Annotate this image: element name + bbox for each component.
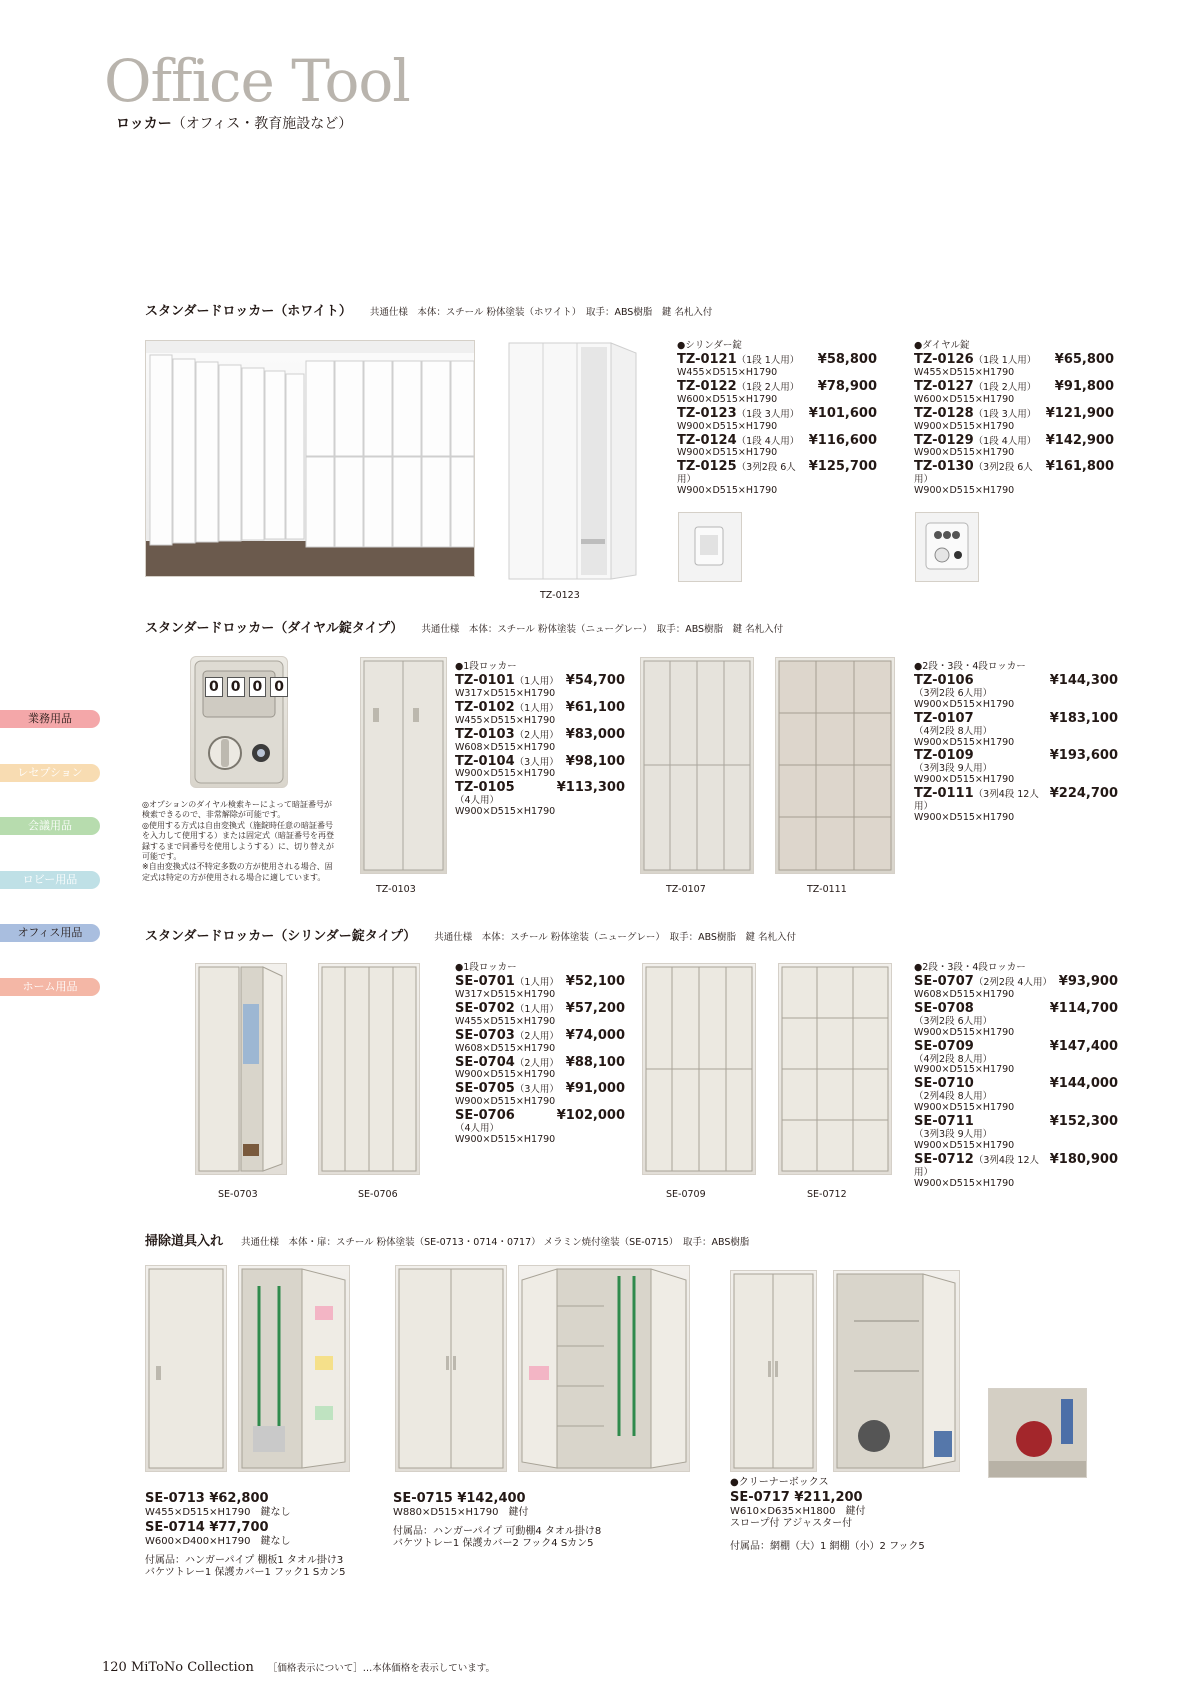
product-price: ¥121,900	[1045, 405, 1114, 421]
product-dimensions: W900×D515×H1790	[677, 447, 778, 459]
cylinder-single-list	[455, 963, 625, 1147]
product-dimensions: W600×D515×H1790	[914, 393, 1015, 405]
product-note: （1段 2人用）	[973, 381, 1037, 393]
section-cylinder-title: スタンダードロッカー（シリンダー錠タイプ）	[145, 929, 417, 944]
list-head: ●ダイヤル錠	[914, 340, 970, 351]
product-note: （2人用）	[514, 1057, 559, 1069]
dial-lock-closeup-photo	[190, 656, 288, 788]
product-code: SE-0711	[914, 1114, 974, 1130]
se-0715-dimensions: W880×D515×H1790 鍵付	[393, 1507, 529, 1519]
product-note: （1段 4人用）	[736, 435, 800, 447]
product-dimensions: W455×D515×H1790	[455, 1015, 556, 1027]
product-price: ¥116,600	[808, 432, 877, 448]
product-code: SE-0703	[455, 1027, 515, 1043]
se-0709-photo	[642, 963, 756, 1175]
se-0706-photo	[318, 963, 420, 1175]
product-note: （3列3段 9人用）	[914, 1129, 993, 1141]
product-code: SE-0701	[455, 973, 515, 989]
se-0713-dimensions: W455×D515×H1790 鍵なし	[145, 1507, 291, 1519]
product-note: （2列4段 8人用）	[914, 1091, 993, 1103]
white-locker-room-photo	[145, 340, 475, 577]
product-code: TZ-0111	[914, 786, 974, 802]
se-0713-open-photo	[238, 1265, 350, 1472]
accessories-line: バケツトレー1 保護カバー2 フック4 Sカン5	[393, 1538, 594, 1550]
product-price: ¥161,800	[1045, 459, 1114, 475]
product-dimensions: W900×D515×H1790	[914, 1102, 1015, 1114]
product-price: ¥91,800	[1054, 378, 1114, 394]
product-item	[914, 749, 1118, 786]
product-price: ¥114,700	[1049, 1000, 1118, 1016]
product-item	[455, 1029, 625, 1055]
product-code: TZ-0126	[914, 351, 974, 367]
tab-home[interactable]: ホーム用品	[0, 978, 100, 996]
brand-title: Office Tool	[104, 47, 410, 115]
white-cylinder-list	[677, 341, 877, 498]
product-code: TZ-0122	[677, 378, 737, 394]
price-note: ［価格表示について］…本体価格を表示しています。	[267, 1663, 495, 1674]
product-note: （1段 3人用）	[736, 408, 800, 420]
se-0714-dimensions: W600×D400×H1790 鍵なし	[145, 1536, 291, 1547]
product-item	[914, 1002, 1118, 1039]
product-price: ¥91,000	[565, 1081, 625, 1097]
tab-lobby[interactable]: ロビー用品	[0, 871, 100, 889]
se-0713-price: SE-0713 ¥62,800	[145, 1491, 269, 1506]
dial-multi-list	[914, 662, 1118, 825]
product-dimensions: W900×D515×H1790	[677, 420, 778, 432]
product-price: ¥74,000	[565, 1027, 625, 1043]
section-title-cleaning	[145, 1230, 749, 1249]
cleaner-box-head: ●クリーナーボックス	[730, 1477, 829, 1488]
se-0713-closed-photo	[145, 1265, 227, 1472]
product-dimensions: W900×D515×H1790	[914, 1064, 1015, 1076]
product-price: ¥152,300	[1049, 1114, 1118, 1130]
accessories-line: バケツトレー1 保護カバー1 フック1 Sカン5	[145, 1567, 346, 1578]
product-price: ¥193,600	[1049, 748, 1118, 764]
product-dimensions: W900×D515×H1790	[455, 1134, 556, 1146]
tab-office[interactable]: オフィス用品	[0, 924, 100, 942]
product-note: （1人用）	[514, 675, 559, 687]
product-price: ¥83,000	[565, 726, 625, 742]
dial-digits	[205, 677, 288, 697]
product-price: ¥78,900	[817, 378, 877, 394]
product-code: TZ-0123	[677, 405, 737, 421]
list-head: ●1段ロッカー	[455, 962, 517, 973]
product-item	[914, 434, 1114, 460]
product-dimensions: W900×D515×H1790	[455, 806, 556, 818]
product-item	[677, 407, 877, 433]
product-dimensions: W317×D515×H1790	[455, 687, 556, 699]
accessories-line: 付属品：ハンガーパイプ 棚板1 タオル掛け3	[145, 1554, 344, 1566]
product-code: SE-0712	[914, 1151, 974, 1167]
product-item	[914, 1115, 1118, 1152]
product-note: （4列2段 8人用）	[914, 1053, 993, 1065]
product-item	[455, 728, 625, 754]
tab-meeting[interactable]: 会議用品	[0, 817, 100, 835]
product-item	[914, 460, 1114, 497]
product-note: （4人用）	[455, 795, 500, 807]
caption-se-0703: SE-0703	[218, 1189, 258, 1200]
product-note: （3列2段 6人用）	[914, 1015, 993, 1027]
product-note: （1人用）	[514, 702, 559, 714]
product-dimensions: W900×D515×H1790	[914, 485, 1015, 497]
product-code: TZ-0104	[455, 753, 515, 769]
product-note: （1段 2人用）	[736, 381, 800, 393]
product-code: SE-0707	[914, 973, 974, 989]
product-dimensions: W900×D515×H1790	[914, 774, 1015, 786]
product-price: ¥224,700	[1049, 786, 1118, 802]
se-0717-dimensions: W610×D635×H1800 鍵付	[730, 1505, 866, 1517]
product-price: ¥93,900	[1058, 973, 1118, 989]
product-code: SE-0706	[455, 1108, 515, 1124]
dial-notes	[142, 800, 334, 883]
se-0717-price: SE-0717 ¥211,200	[730, 1489, 863, 1505]
page-footer	[102, 1660, 495, 1675]
caption-se-0706: SE-0706	[358, 1189, 398, 1200]
product-note: （4列2段 8人用）	[914, 725, 993, 737]
cylinder-multi-list	[914, 963, 1118, 1191]
product-note: （2列2段 4人用）	[973, 976, 1052, 988]
product-note: （2人用）	[514, 729, 559, 741]
product-dimensions: W900×D515×H1790	[455, 1069, 556, 1081]
product-note: （1段 4人用）	[973, 435, 1037, 447]
se-0715-open-photo	[518, 1265, 690, 1472]
product-price: ¥147,400	[1049, 1038, 1118, 1054]
product-dimensions: W600×D515×H1790	[677, 393, 778, 405]
product-dimensions: W608×D515×H1790	[455, 741, 556, 753]
product-price: ¥180,900	[1049, 1151, 1118, 1167]
product-code: TZ-0101	[455, 672, 515, 688]
product-code: TZ-0125	[677, 459, 737, 475]
tz-0107-photo	[640, 657, 754, 874]
subtitle-main: ロッカー	[116, 116, 172, 132]
product-dimensions: W455×D515×H1790	[677, 366, 778, 378]
section-cleaning-spec: 共通仕様 本体・扉：スチール 粉体塗装（SE-0713・0714・0717） メラミン焼付塗装（SE-0715） 取手：ABS樹脂	[241, 1237, 750, 1248]
product-note: （3列2段 6人用）	[677, 462, 796, 486]
product-code: TZ-0109	[914, 748, 974, 764]
cleaning-col3	[730, 1477, 925, 1553]
se-0714-price: SE-0714 ¥77,700	[145, 1519, 269, 1535]
section-title-dial	[145, 617, 783, 636]
cleaner-box-interior-photo	[988, 1388, 1087, 1478]
section-dial-spec: 共通仕様 本体：スチール 粉体塗装（ニューグレー） 取手：ABS樹脂 鍵 名札入付	[421, 624, 784, 635]
product-price: ¥102,000	[556, 1108, 625, 1124]
product-dimensions: W900×D515×H1790	[914, 420, 1015, 432]
product-item	[914, 380, 1114, 406]
dial-digit: 0	[227, 677, 245, 697]
product-price: ¥58,800	[817, 351, 877, 367]
product-note: （1人用）	[514, 1003, 559, 1015]
dial-lock-photo	[915, 512, 979, 582]
product-dimensions: W455×D515×H1790	[914, 366, 1015, 378]
caption-tz-0107: TZ-0107	[666, 884, 706, 895]
product-item	[677, 380, 877, 406]
product-item	[914, 353, 1114, 379]
product-note: （2人用）	[514, 1030, 559, 1042]
product-code: SE-0705	[455, 1081, 515, 1097]
dial-note: ◎オプションのダイヤル検索キーによって暗証番号が検索できるので、非常解除が可能です。	[142, 800, 333, 820]
product-code: TZ-0102	[455, 699, 515, 715]
product-price: ¥61,100	[565, 699, 625, 715]
white-dial-list	[914, 341, 1114, 498]
dial-digit: 0	[205, 677, 223, 697]
tz-0123-photo	[500, 338, 642, 585]
se-0703-photo	[195, 963, 287, 1175]
product-code: SE-0702	[455, 1000, 515, 1016]
product-note: （3列3段 9人用）	[914, 763, 993, 775]
product-item	[455, 1109, 625, 1146]
product-item	[914, 1077, 1118, 1114]
product-note: （1段 3人用）	[973, 408, 1037, 420]
product-item	[455, 701, 625, 727]
section-dial-title: スタンダードロッカー（ダイヤル錠タイプ）	[145, 621, 404, 636]
product-dimensions: W900×D515×H1790	[677, 485, 778, 497]
product-item	[914, 674, 1118, 711]
se-0712-photo	[778, 963, 892, 1175]
product-dimensions: W900×D515×H1790	[914, 1177, 1015, 1189]
accessories-line: 付属品：ハンガーパイプ 可動棚4 タオル掛け8	[393, 1525, 602, 1537]
product-item	[455, 975, 625, 1001]
section-cylinder-spec: 共通仕様 本体：スチール 粉体塗装（ニューグレー） 取手：ABS樹脂 鍵 名札入付	[434, 932, 796, 943]
product-dimensions: W608×D515×H1790	[455, 1042, 556, 1054]
dial-single-list	[455, 662, 625, 819]
product-dimensions: W900×D515×H1790	[455, 1096, 556, 1108]
product-price: ¥65,800	[1054, 351, 1114, 367]
product-dimensions: W900×D515×H1790	[914, 1026, 1015, 1038]
product-price: ¥52,100	[565, 973, 625, 989]
product-price: ¥57,200	[565, 1000, 625, 1016]
product-item	[914, 407, 1114, 433]
product-code: SE-0704	[455, 1054, 515, 1070]
product-code: TZ-0121	[677, 351, 737, 367]
product-code: TZ-0105	[455, 780, 515, 796]
tab-reception[interactable]: レセプション	[0, 764, 100, 782]
product-note: （1段 1人用）	[973, 354, 1037, 366]
product-item	[455, 1002, 625, 1028]
product-dimensions: W900×D515×H1790	[914, 447, 1015, 459]
tz-0103-photo	[360, 657, 447, 874]
product-note: （3列2段 6人用）	[914, 462, 1033, 486]
product-item	[455, 755, 625, 781]
tz-0111-photo	[775, 657, 895, 874]
product-item	[914, 787, 1118, 824]
product-dimensions: W455×D515×H1790	[455, 714, 556, 726]
section-title-cylinder	[145, 925, 796, 944]
section-cleaning-title: 掃除道具入れ	[145, 1234, 224, 1249]
product-dimensions: W900×D515×H1790	[914, 698, 1015, 710]
product-code: TZ-0128	[914, 405, 974, 421]
product-code: SE-0709	[914, 1038, 974, 1054]
page-subtitle	[116, 113, 352, 133]
caption-tz-0111: TZ-0111	[807, 884, 847, 895]
cleaning-col2	[393, 1491, 601, 1551]
product-code: TZ-0106	[914, 672, 974, 688]
list-head: ●シリンダー錠	[677, 340, 742, 351]
product-dimensions: W317×D515×H1790	[455, 988, 556, 1000]
product-dimensions: W608×D515×H1790	[914, 988, 1015, 1000]
tab-business[interactable]: 業務用品	[0, 710, 100, 728]
caption-tz-0123: TZ-0123	[540, 590, 580, 601]
product-note: （1段 1人用）	[736, 354, 800, 366]
se-0717-features: スロープ付 アジャスター付	[730, 1518, 853, 1530]
product-price: ¥54,700	[565, 672, 625, 688]
page-number: 120 MiToNo Collection	[102, 1660, 254, 1675]
product-note: （3人用）	[514, 756, 559, 768]
product-code: TZ-0129	[914, 432, 974, 448]
section-white-spec: 共通仕様 本体：スチール 粉体塗装（ホワイト） 取手：ABS樹脂 鍵 名札入付	[369, 307, 713, 318]
product-dimensions: W900×D515×H1790	[455, 768, 556, 780]
se-0715-closed-photo	[395, 1265, 507, 1472]
product-note: （4人用）	[455, 1123, 500, 1135]
product-item	[914, 975, 1118, 1001]
product-item	[677, 353, 877, 379]
product-code: SE-0708	[914, 1000, 974, 1016]
product-note: （1人用）	[514, 976, 559, 988]
dial-note: ◎使用する方式は自由変換式（施錠時任意の暗証番号を入力して使用する）または固定式（暗証番号を再登録するまで同番号を使用しようする）に、切り替えが可能です。	[142, 820, 334, 861]
caption-se-0712: SE-0712	[807, 1189, 847, 1200]
caption-se-0709: SE-0709	[666, 1189, 706, 1200]
section-white-title: スタンダードロッカー（ホワイト）	[145, 304, 352, 319]
caption-tz-0103: TZ-0103	[376, 884, 416, 895]
product-price: ¥125,700	[808, 459, 877, 475]
product-price: ¥142,900	[1045, 432, 1114, 448]
section-title-white	[145, 300, 712, 319]
se-0715-price: SE-0715 ¥142,400	[393, 1491, 526, 1506]
product-price: ¥88,100	[565, 1054, 625, 1070]
product-code: SE-0710	[914, 1076, 974, 1092]
cylinder-lock-photo	[678, 512, 742, 582]
product-item	[914, 1153, 1118, 1190]
product-code: TZ-0124	[677, 432, 737, 448]
product-code: TZ-0103	[455, 726, 515, 742]
product-item	[455, 1056, 625, 1082]
product-price: ¥144,300	[1049, 672, 1118, 688]
product-item	[455, 1082, 625, 1108]
se-0717-closed-photo	[730, 1270, 817, 1472]
se-0717-open-photo	[833, 1270, 960, 1472]
list-head: ●1段ロッカー	[455, 661, 517, 672]
product-dimensions: W900×D515×H1790	[914, 1139, 1015, 1151]
dial-note: ※自由変換式は不特定多数の方が使用される場合、固定式は特定の方が使用される場合に適しています。	[142, 862, 333, 882]
product-dimensions: W900×D515×H1790	[914, 812, 1015, 824]
product-item	[677, 434, 877, 460]
product-price: ¥113,300	[556, 780, 625, 796]
product-item	[455, 781, 625, 818]
product-code: TZ-0130	[914, 459, 974, 475]
product-note: （3人用）	[514, 1084, 559, 1096]
product-dimensions: W900×D515×H1790	[914, 736, 1015, 748]
product-price: ¥183,100	[1049, 710, 1118, 726]
cleaning-col1	[145, 1491, 346, 1580]
product-code: TZ-0107	[914, 710, 974, 726]
product-price: ¥101,600	[808, 405, 877, 421]
product-code: TZ-0127	[914, 378, 974, 394]
product-note: （3列4段 12人用）	[914, 1154, 1040, 1178]
accessories-line: 付属品：網棚（大）1 網棚（小）2 フック5	[730, 1540, 925, 1552]
product-item	[914, 1040, 1118, 1077]
product-note: （3列2段 6人用）	[914, 687, 993, 699]
product-item	[914, 712, 1118, 749]
product-price: ¥144,000	[1049, 1076, 1118, 1092]
list-head: ●2段・3段・4段ロッカー	[914, 661, 1026, 672]
product-price: ¥98,100	[565, 753, 625, 769]
product-item	[677, 460, 877, 497]
product-item	[455, 674, 625, 700]
list-head: ●2段・3段・4段ロッカー	[914, 962, 1026, 973]
dial-digit: 0	[270, 677, 288, 697]
subtitle-sub: （オフィス・教育施設など）	[171, 116, 353, 132]
dial-digit: 0	[249, 677, 267, 697]
product-note: （3列4段 12人用）	[914, 789, 1039, 813]
